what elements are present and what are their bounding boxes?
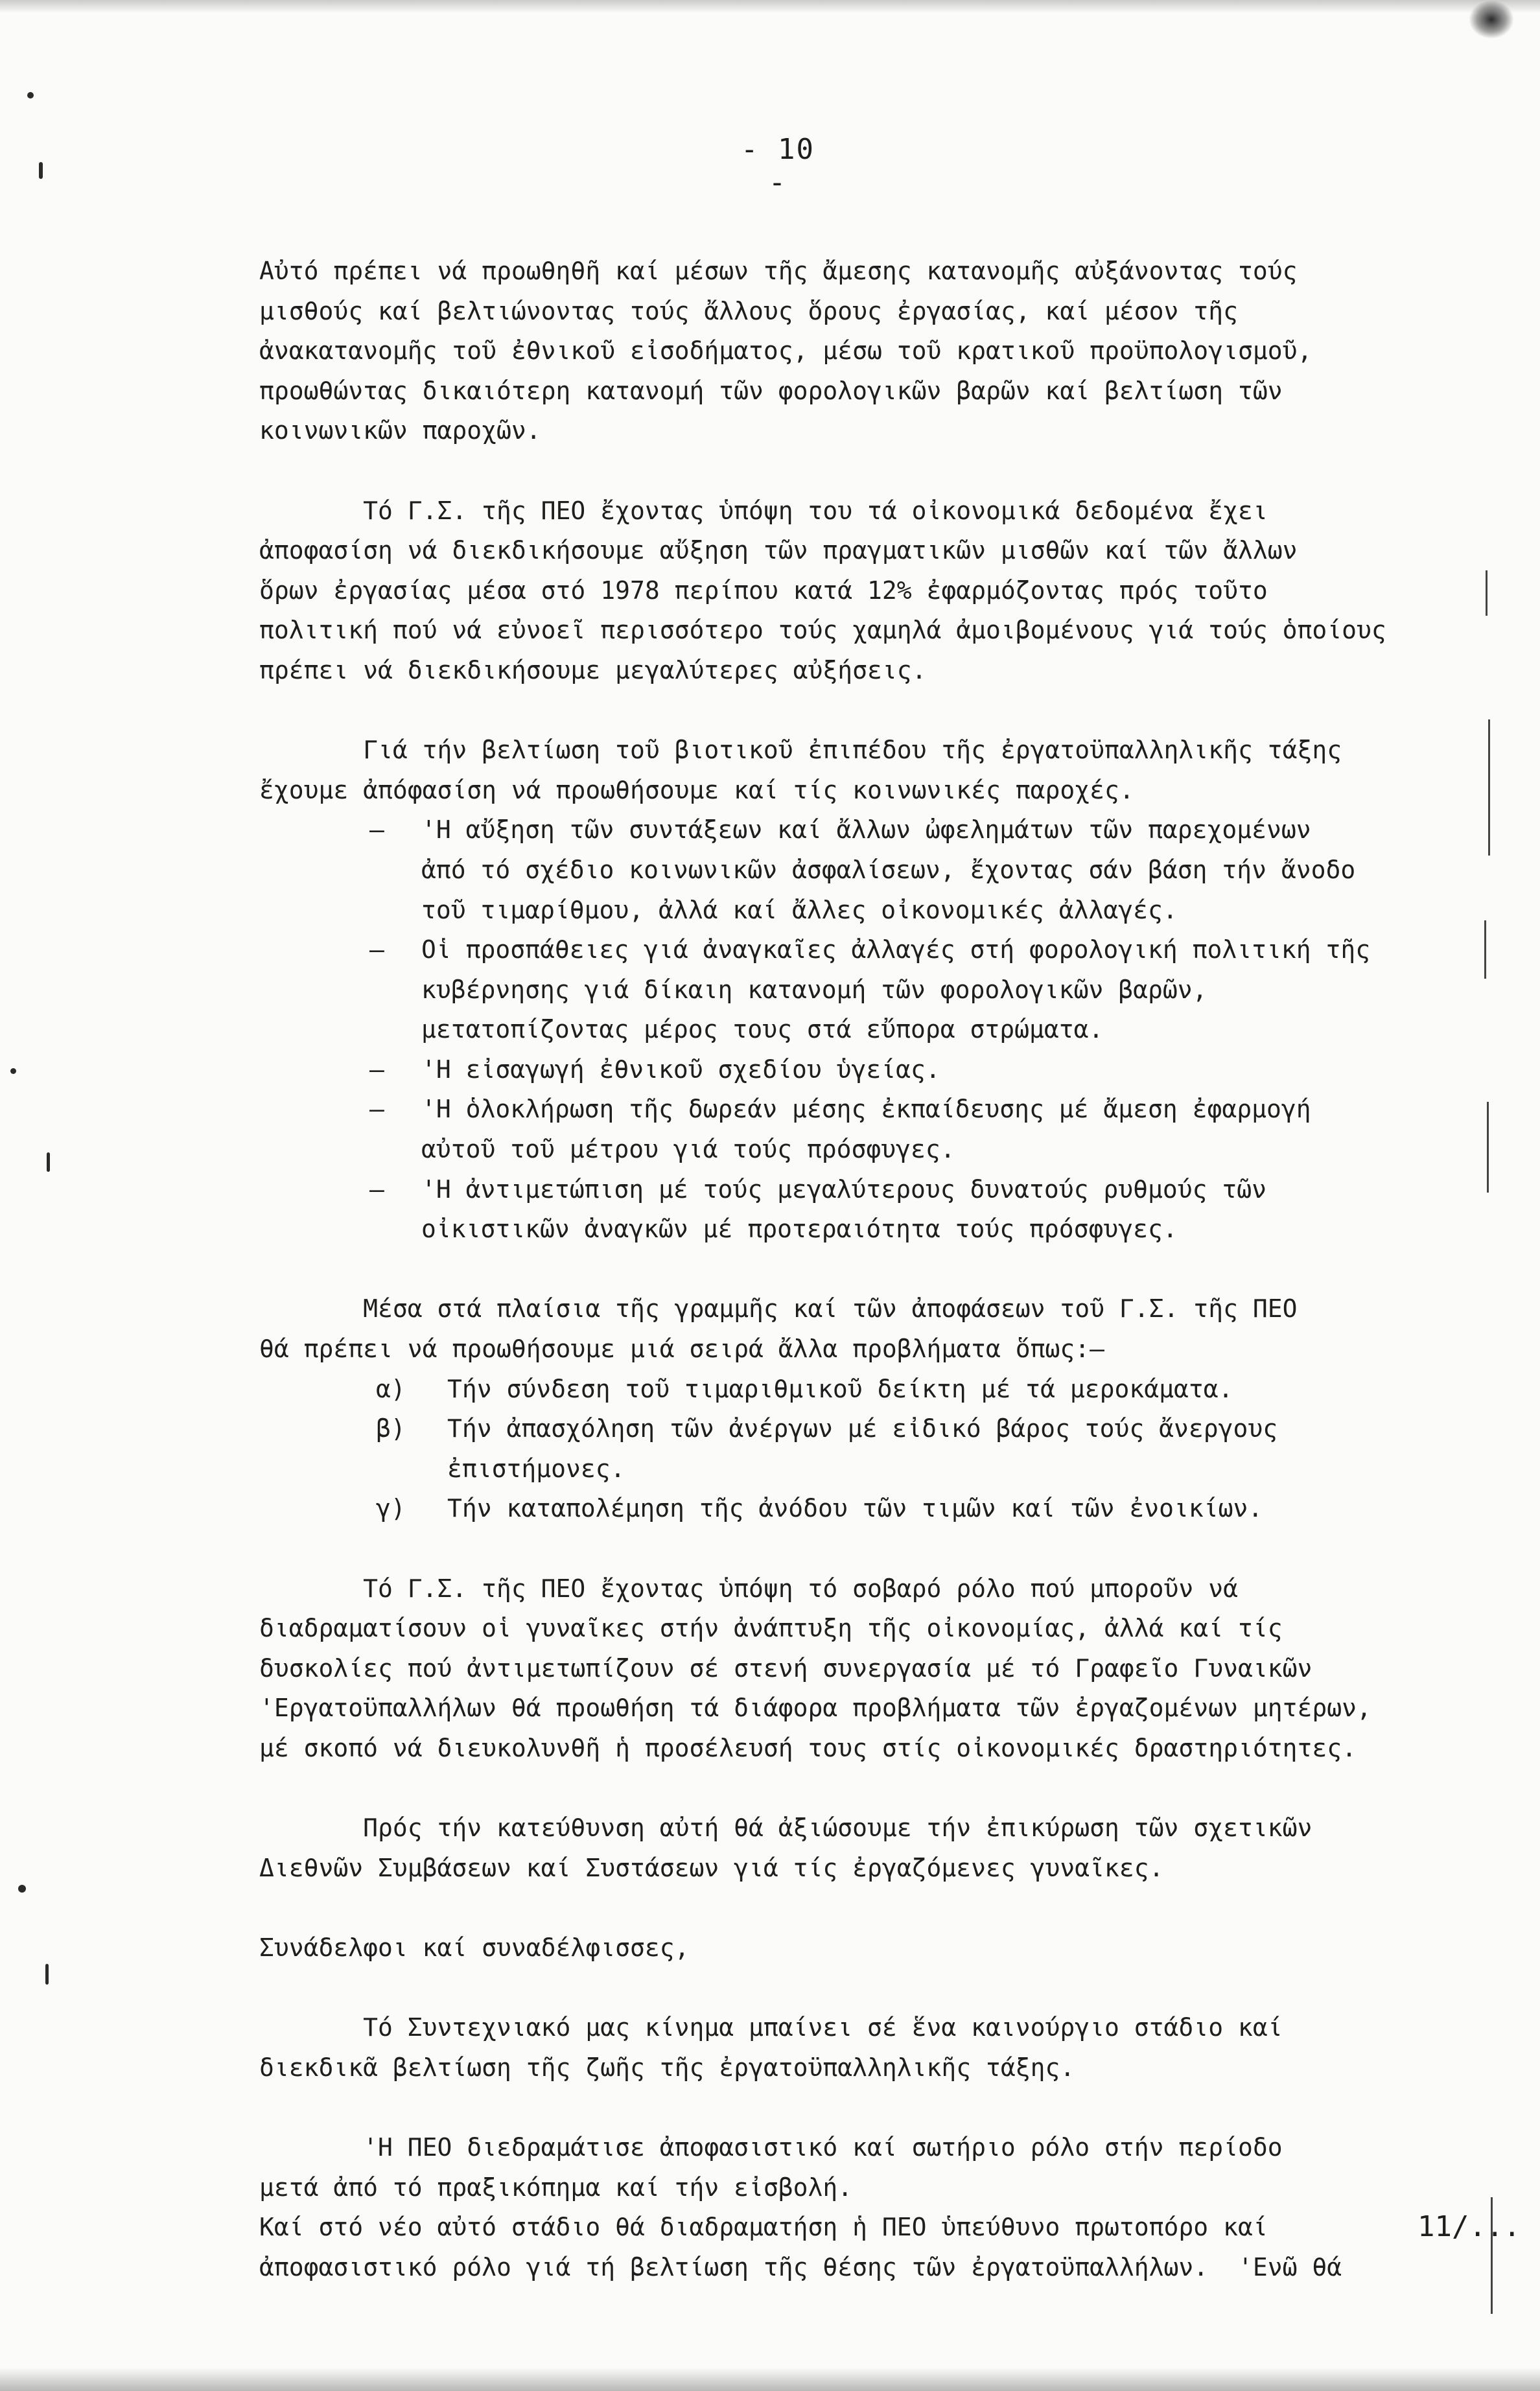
text-line: Τήν καταπολέμηση τῆς ἀνόδου τῶν τιμῶν καί τῶν ἐνοικίων. [447,1494,1263,1523]
scan-bottom-edge [0,2368,1540,2391]
problem-item [259,1489,1478,1529]
text-line: Τό Γ.Σ. τῆς ΠΕΟ ἔχοντας ὑπόψη τό σοβαρό ρόλο πού μποροῦν νά [259,1574,1238,1603]
text-line: διαδραματίσουν οἱ γυναῖκες στήν ἀνάπτυξη τῆς οἰκονομίας, ἀλλά καί τίς [259,1614,1283,1643]
paragraph-wage-distribution [259,251,1478,451]
benefit-item [259,1090,1478,1169]
enum-marker: α) [376,1374,406,1403]
next-page-marker: 11/... [1418,2210,1521,2243]
text-line: οἰκιστικῶν ἀναγκῶν μέ προτεραιότητα τούς πρόσφυγες. [421,1215,1178,1244]
text-line: Τήν σύνδεση τοῦ τιμαριθμικοῦ δείκτη μέ τά μεροκάματα. [447,1374,1233,1403]
dash-marker: – [369,1095,384,1124]
text-line: Αὐτό πρέπει νά προωθηθῆ καί μέσων τῆς ἄμεσης κατανομῆς αὐξάνοντας τούς [259,257,1298,285]
text-line: μετατοπίζοντας μέρος τους στά εὔπορα στρώματα. [421,1015,1104,1044]
paragraph-working-women [259,1569,1478,1769]
text-line: ἀποφασίση νά διεκδικήσουμε αὔξηση τῶν πραγματικῶν μισθῶν καί τῶν ἄλλων [259,536,1298,565]
problem-item [259,1409,1478,1489]
enum-marker: γ) [376,1494,406,1523]
text-line: Διεθνῶν Συμβάσεων καί Συστάσεων γιά τίς ἐργαζόμενες γυναῖκες. [259,1853,1164,1882]
text-line: 'Η αὔξηση τῶν συντάξεων καί ἄλλων ὠφελημάτων τῶν παρεχομένων [421,815,1311,845]
benefit-item [259,930,1478,1050]
text-line: Γιά τήν βελτίωση τοῦ βιοτικοῦ ἐπιπέδου τῆς ἐργατοϋπαλληλικῆς τάξης [259,736,1342,765]
text-line: πρέπει νά διεκδικήσουμε μεγαλύτερες αὐξήσεις. [259,655,927,684]
dash-marker: – [369,1055,384,1084]
scan-speck [10,1068,16,1074]
section-social-benefits [259,730,1478,1250]
scan-corner-blot [1469,0,1514,39]
scan-top-edge [0,0,1540,13]
text-line: Τήν ἀπασχόληση τῶν ἀνέργων μέ εἰδικό βάρος τούς ἄνεργους [447,1414,1278,1443]
paragraph-wage-increase [259,491,1478,691]
dash-marker: – [369,935,384,964]
text-line: τοῦ τιμαρίθμου, ἀλλά καί ἄλλες οἰκονομικές ἀλλαγές. [421,895,1178,924]
problem-item-text [447,1370,1478,1410]
dash-marker: – [369,815,384,845]
text-line: 'Η ὁλοκλήρωση τῆς δωρεάν μέσης ἐκπαίδευσης μέ ἄμεση ἐφαρμογή [421,1095,1311,1124]
scan-speck [27,92,34,99]
scan-edge-mark [1488,719,1490,856]
text-line: πολιτική πού νά εὐνοεῖ περισσότερο τούς χαμηλά ἀμοιβομένους γιά τούς ὁποίους [259,616,1386,645]
text-line: μισθούς καί βελτιώνοντας τούς ἄλλους ὅρους ἐργασίας, καί μέσον τῆς [259,296,1238,325]
benefit-item-text [421,1050,1478,1090]
scan-speck [39,162,43,179]
scan-edge-mark [1487,1102,1489,1193]
text-line: ἐπιστήμονες. [447,1454,625,1483]
text-line: Πρός τήν κατεύθυνση αὐτή θά ἀξιώσουμε τήν ἐπικύρωση τῶν σχετικῶν [259,1814,1312,1843]
scan-edge-mark [1486,570,1488,616]
benefit-item [259,1170,1478,1250]
scan-speck [18,1885,26,1893]
text-line: 'Η ΠΕΟ διεδραμάτισε ἀποφασιστικό καί σωτήριο ρόλο στήν περίοδο [259,2132,1283,2162]
text-line: ἀπό τό σχέδιο κοινωνικῶν ἀσφαλίσεων, ἔχοντας σάν βάση τήν ἄνοδο [421,855,1356,884]
problem-item-text [447,1489,1478,1529]
scan-speck [45,1964,49,1985]
text-line: Συνάδελφοι καί συναδέλφισσες, [259,1933,690,1962]
paragraph-trade-union-movement [259,2008,1478,2088]
benefit-item [259,810,1478,930]
text-line: ἀνακατανομῆς τοῦ ἐθνικοῦ εἰσοδήματος, μέσω τοῦ κρατικοῦ προϋπολογισμοῦ, [259,336,1312,366]
enum-marker: β) [376,1414,406,1443]
text-line: διεκδικᾶ βελτίωση τῆς ζωῆς τῆς ἐργατοϋπαλληλικῆς τάξης. [259,2053,1075,2082]
text-line: κυβέρνησης γιά δίκαιη κατανομή τῶν φορολογικῶν βαρῶν, [421,975,1208,1004]
text-line: δυσκολίες πού ἀντιμετωπίζουν σέ στενή συνεργασία μέ τό Γραφεῖο Γυναικῶν [259,1653,1312,1683]
page-number: - 10 - [741,133,815,199]
dash-marker: – [369,1174,384,1204]
scan-speck [47,1152,50,1172]
text-line: κοινωνικῶν παροχῶν. [259,416,541,445]
scan-edge-mark [1484,920,1486,979]
text-line: ἀποφασιστικό ρόλο γιά τή βελτίωση τῆς θέσης τῶν ἐργατοϋπαλλήλων. 'Ενῶ θά [259,2252,1342,2281]
paragraph-peo-role [259,2128,1478,2287]
text-line: ὅρων ἐργασίας μέσα στό 1978 περίπου κατά 12% ἐφαρμόζοντας πρός τοῦτο [259,576,1268,605]
text-line: θά πρέπει νά προωθήσουμε μιά σειρά ἄλλα προβλήματα ὅπως:– [259,1335,1105,1364]
text-line: Οἱ προσπάθειες γιά ἀναγκαῖες ἀλλαγές στή φορολογική πολιτική τῆς [421,935,1371,964]
text-line: μέ σκοπό νά διευκολυνθῆ ἡ προσέλευσή τους στίς οἰκονομικές δραστηριότητες. [259,1733,1357,1762]
benefit-item-text [421,930,1478,1050]
benefit-item-text [421,810,1478,930]
benefit-item-text [421,1090,1478,1169]
section-other-problems [259,1289,1478,1529]
paragraph-international-conventions [259,1808,1478,1888]
benefit-item-text [421,1170,1478,1250]
problem-item-text [447,1409,1478,1489]
text-line: ἔχουμε ἀπόφασίση νά προωθήσουμε καί τίς κοινωνικές παροχές. [259,775,1134,804]
text-line: προωθώντας δικαιότερη κατανομή τῶν φορολογικῶν βαρῶν καί βελτίωση τῶν [259,376,1283,405]
text-line: Μέσα στά πλαίσια τῆς γραμμῆς καί τῶν ἀποφάσεων τοῦ Γ.Σ. τῆς ΠΕΟ [259,1294,1298,1324]
text-line: μετά ἀπό τό πραξικόπημα καί τήν εἰσβολή. [259,2173,853,2202]
text-line: αὐτοῦ τοῦ μέτρου γιά τούς πρόσφυγες. [421,1135,955,1164]
document-body [259,251,1478,2287]
benefit-item [259,1050,1478,1090]
problem-item [259,1370,1478,1410]
text-line: Τό Γ.Σ. τῆς ΠΕΟ ἔχοντας ὑπόψη του τά οἰκονομικά δεδομένα ἔχει [259,496,1268,525]
text-line: 'Η ἀντιμετώπιση μέ τούς μεγαλύτερους δυνατούς ρυθμούς τῶν [421,1174,1267,1204]
salutation [259,1928,1478,1968]
text-line: Καί στό νέο αὐτό στάδιο θά διαδραματήση ἡ ΠΕΟ ὑπεύθυνο πρωτοπόρο καί [259,2213,1268,2242]
text-line: 'Η εἰσαγωγή ἐθνικοῦ σχεδίου ὑγείας. [421,1055,940,1084]
text-line: 'Εργατοϋπαλλήλων θά προωθήση τά διάφορα προβλήματα τῶν ἐργαζομένων μητέρων, [259,1694,1371,1723]
text-line: Τό Συντεχνιακό μας κίνημα μπαίνει σέ ἕνα καινούργιο στάδιο καί [259,2013,1283,2042]
